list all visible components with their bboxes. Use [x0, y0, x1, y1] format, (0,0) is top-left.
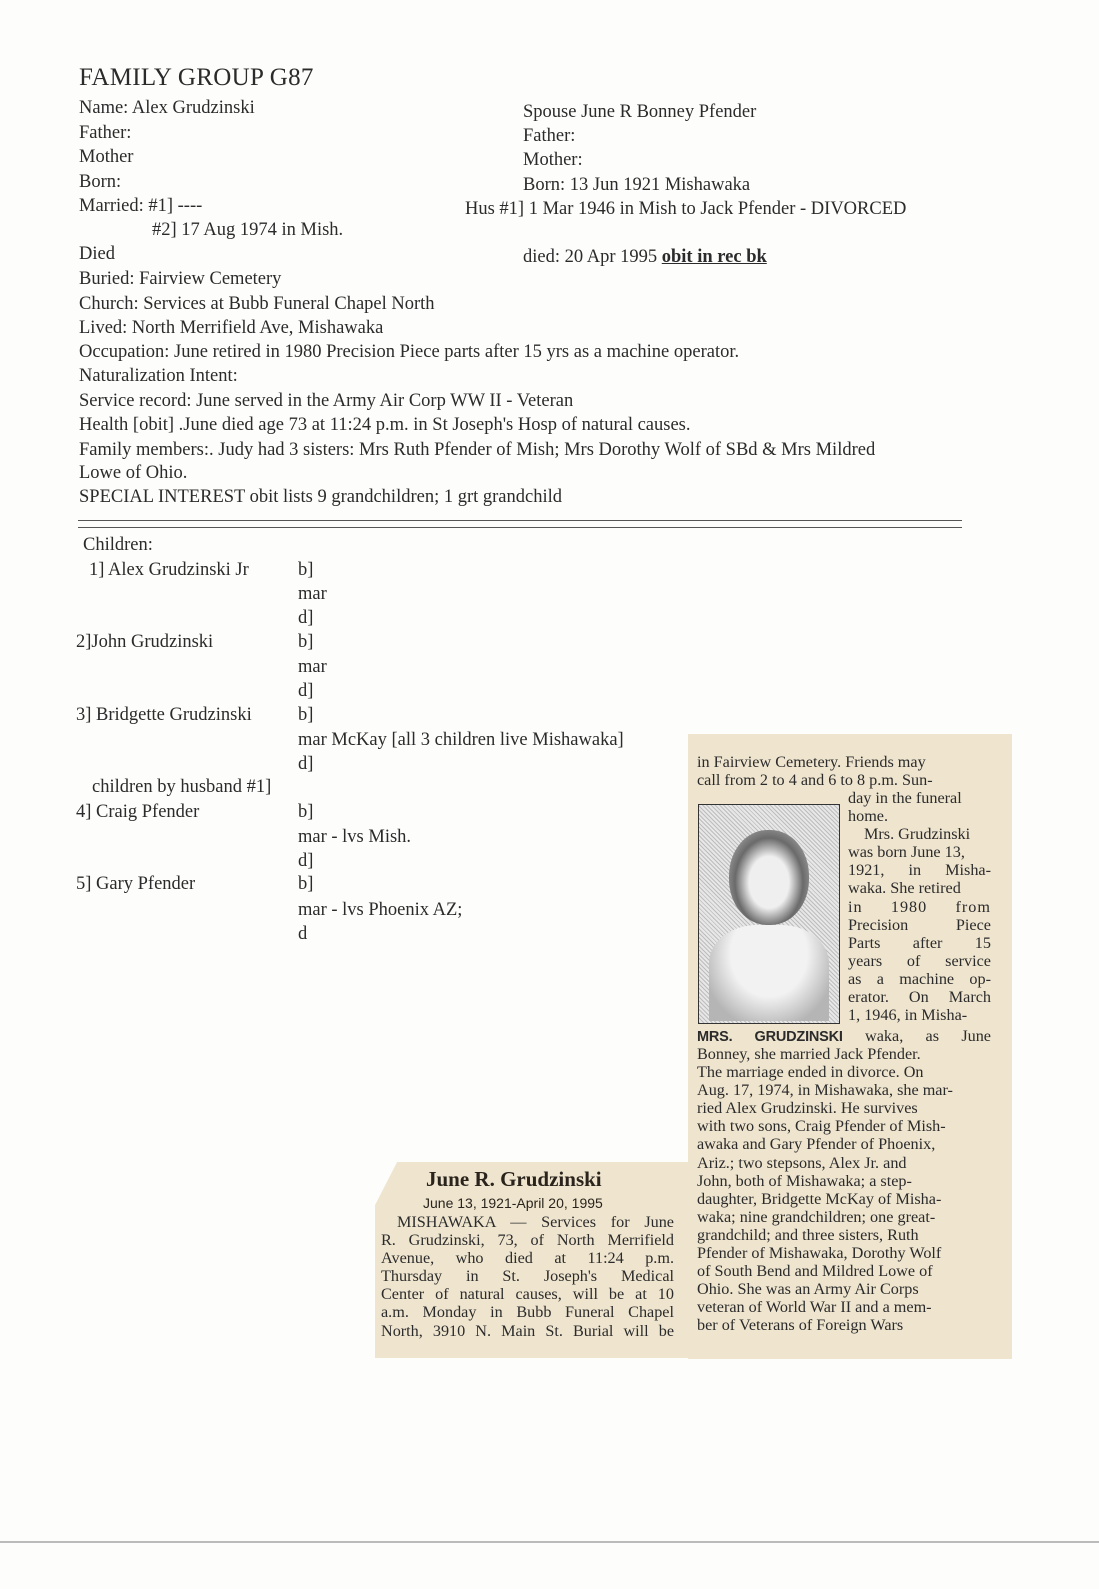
obit-right-line: Ariz.; two stepsons, Alex Jr. and: [697, 1153, 907, 1172]
obituary-right-narrow: [848, 789, 991, 1024]
obit-right-line: grandchild; and three sisters, Ruth: [697, 1225, 919, 1244]
obituary-right-top: [697, 753, 991, 789]
obit-left-line: a.m. Monday in Bubb Funeral Chapel: [381, 1303, 674, 1322]
obit-right-line: Ohio. She was an Army Air Corps: [697, 1280, 919, 1299]
obituary-photo: [698, 804, 840, 1024]
child-3-died: d]: [298, 754, 314, 774]
obit-right-line: Mrs. Grudzinski: [864, 825, 971, 844]
obituary-left-column: [381, 1213, 674, 1340]
spouse-died-field: [523, 245, 767, 269]
obit-right-line: ber of Veterans of Foreign Wars: [697, 1316, 904, 1335]
obit-left-line: North, 3910 N. Main St. Burial will be: [381, 1321, 674, 1340]
health-field: Health [obit] .June died age 73 at 11:24 p.m. in St Joseph's Hosp of natural causes.: [79, 415, 691, 435]
obit-right-line: Parts after 15: [848, 933, 991, 952]
obit-right-line: day in the funeral: [848, 789, 962, 807]
married-second-field: #2] 17 Aug 1974 in Mish.: [152, 220, 344, 240]
service-record-field: Service record: June served in the Army Air Corp WW II - Veteran: [79, 391, 574, 411]
scan-edge-line: [0, 1541, 1099, 1543]
died-field: Died: [79, 244, 115, 264]
child-1-name: 1] Alex Grudzinski Jr: [89, 560, 249, 580]
obit-left-line: Thursday in St. Joseph's Medical: [381, 1267, 674, 1286]
child-3-name: 3] Bridgette Grudzinski: [76, 705, 252, 725]
obit-right-line: ried Alex Grudzinski. He survives: [697, 1099, 918, 1118]
obit-right-line: Pfender of Mishawaka, Dorothy Wolf: [697, 1244, 942, 1263]
mother-field: Mother: [79, 147, 134, 167]
obituary-dates: June 13, 1921-April 20, 1995: [423, 1195, 603, 1211]
obit-right-line: with two sons, Craig Pfender of Mish-: [697, 1117, 946, 1136]
obit-right-line: of South Bend and Mildred Lowe of: [697, 1262, 933, 1281]
obit-right-line: waka. She retired: [848, 879, 961, 898]
children-label: Children:: [83, 535, 153, 555]
obit-right-line: veteran of World War II and a mem-: [697, 1298, 932, 1317]
obit-left-line: Avenue, who died at 11:24 p.m.: [381, 1249, 674, 1268]
child-4-died: d]: [298, 851, 314, 871]
obit-right-line: 1, 1946, in Misha-: [848, 1006, 968, 1025]
obit-right-line: 1921, in Misha-: [848, 861, 991, 880]
child-2-name: 2]John Grudzinski: [76, 632, 214, 652]
obit-right-line: John, both of Mishawaka; a step-: [697, 1171, 912, 1190]
spouse-mother-field: Mother:: [523, 150, 583, 170]
obit-right-line: daughter, Bridgette McKay of Misha-: [697, 1189, 942, 1208]
obit-right-line: Aug. 17, 1974, in Mishawaka, she mar-: [697, 1081, 953, 1100]
child-4-name: 4] Craig Pfender: [76, 802, 200, 822]
obit-right-line: in 1980 from: [848, 897, 991, 916]
naturalization-field: Naturalization Intent:: [79, 366, 238, 386]
obit-right-line: call from 2 to 4 and 6 to 8 p.m. Sun-: [697, 771, 933, 790]
name-field: Name: Alex Grudzinski: [79, 98, 255, 118]
photo-caption: MRS. GRUDZINSKI: [697, 1029, 843, 1045]
obituary-caption-line: [697, 1027, 991, 1046]
obit-right-line: was born June 13,: [848, 843, 965, 862]
obit-right-line: Bonney, she married Jack Pfender.: [697, 1045, 921, 1063]
page-title: FAMILY GROUP G87: [79, 64, 314, 91]
child-3-mar: mar McKay [all 3 children live Mishawaka]: [298, 730, 624, 750]
children-by-husband-label: children by husband #1]: [92, 777, 272, 797]
obituary-right-bottom: [697, 1045, 991, 1335]
obit-left-line: MISHAWAKA — Services for June: [397, 1213, 674, 1231]
double-rule-divider: [78, 520, 962, 528]
child-2-died: d]: [298, 681, 314, 701]
buried-field: Buried: Fairview Cemetery: [79, 269, 282, 289]
photo-portrait-head: [729, 830, 809, 925]
obit-right-line: erator. On March: [848, 988, 991, 1007]
obit-left-line: Center of natural causes, will be at 10: [381, 1285, 674, 1304]
occupation-field: Occupation: June retired in 1980 Precision Piece parts after 15 yrs as a machine operator.: [79, 342, 740, 362]
obit-right-line: The marriage ended in divorce. On: [697, 1063, 924, 1082]
child-2-mar: mar: [298, 657, 327, 677]
family-members-cont: Lowe of Ohio.: [79, 463, 188, 483]
family-members-field: Family members:. Judy had 3 sisters: Mrs Ruth Pfender of Mish; Mrs Dorothy Wolf of SBd & Mrs Mildred: [79, 440, 876, 460]
obit-right-line: as a machine op-: [848, 969, 991, 988]
married-first-field: Married: #1] ----: [79, 196, 203, 216]
obituary-headline: June R. Grudzinski: [426, 1167, 602, 1191]
obit-right-line: years of service: [848, 951, 991, 970]
child-5-name: 5] Gary Pfender: [76, 874, 196, 894]
obit-left-line: R. Grudzinski, 73, of North Merrifield: [381, 1231, 674, 1250]
child-2-born: b]: [298, 632, 314, 652]
child-5-born: b]: [298, 874, 314, 894]
spouse-born-field: Born: 13 Jun 1921 Mishawaka: [523, 175, 751, 195]
husband-first-field: Hus #1] 1 Mar 1946 in Mish to Jack Pfender - DIVORCED: [465, 199, 907, 219]
child-4-born: b]: [298, 802, 314, 822]
obit-right-line: in Fairview Cemetery. Friends may: [697, 753, 926, 771]
child-5-mar: mar - lvs Phoenix AZ;: [298, 900, 463, 920]
obit-right-line: waka; nine grandchildren; one great-: [697, 1207, 936, 1226]
obit-link[interactable]: obit in rec bk: [661, 247, 767, 267]
spouse-died-text: died: 20 Apr 1995: [523, 247, 662, 267]
photo-portrait-body: [709, 925, 829, 1021]
spouse-field: Spouse June R Bonney Pfender: [523, 102, 757, 122]
church-field: Church: Services at Bubb Funeral Chapel North: [79, 294, 435, 314]
child-4-mar: mar - lvs Mish.: [298, 827, 412, 847]
obit-right-line: home.: [848, 807, 889, 826]
child-1-mar: mar: [298, 584, 327, 604]
caption-row: [697, 1027, 991, 1046]
child-5-died: d: [298, 924, 308, 944]
child-1-died: d]: [298, 608, 314, 628]
born-field: Born:: [79, 172, 122, 192]
lived-field: Lived: North Merrifield Ave, Mishawaka: [79, 318, 384, 338]
obit-right-line: Precision Piece: [848, 915, 991, 934]
child-3-born: b]: [298, 705, 314, 725]
obit-right-line: awaka and Gary Pfender of Phoenix,: [697, 1135, 936, 1154]
father-field: Father:: [79, 123, 132, 143]
special-interest-field: SPECIAL INTEREST obit lists 9 grandchildren; 1 grt grandchild: [79, 487, 563, 507]
child-1-born: b]: [298, 560, 314, 580]
spouse-father-field: Father:: [523, 126, 576, 146]
obit-right-line: waka, as June: [865, 1027, 991, 1045]
